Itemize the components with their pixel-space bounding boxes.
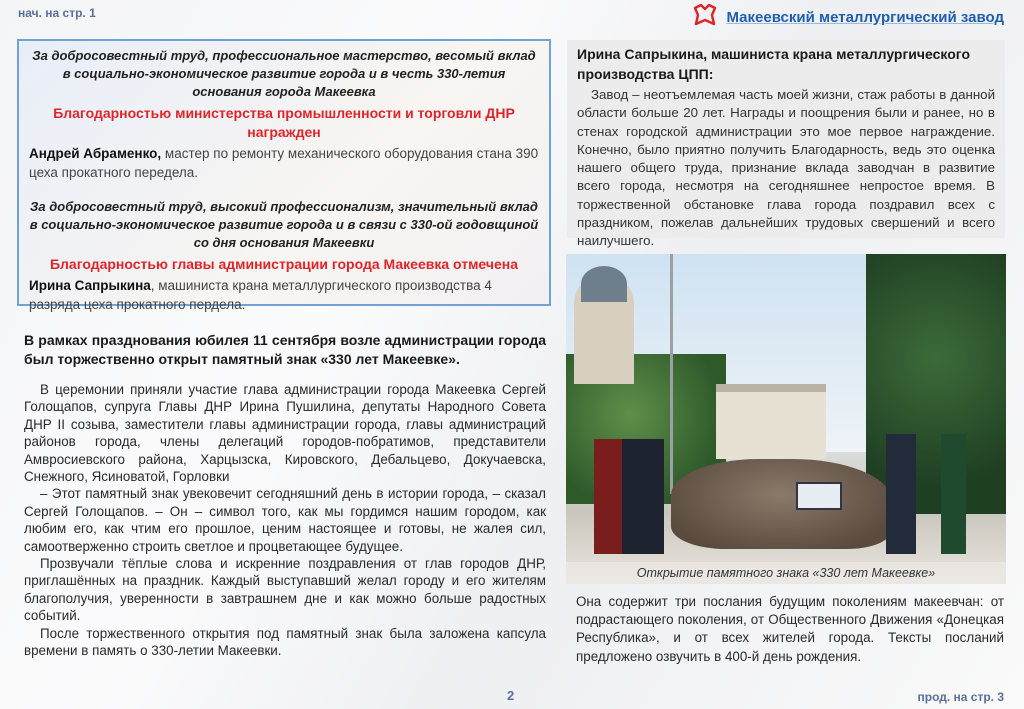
award-recipient: [29, 144, 539, 182]
article-paragraph: Прозвучали тёплые слова и искренние поздравления от глав городов ДНР, приглашённых на праздник. Каждый выступавший желал городу и его жителям благополучия, уверенности в завтрашнем дне и как можно больше радостных событий.: [24, 556, 546, 624]
recipient-name: Андрей Абраменко,: [29, 146, 162, 161]
article-lead: В рамках празднования юбилея 11 сентября возле администрации города был торжественно открыт памятный знак «330 лет Макеевке».: [24, 332, 546, 367]
quote-box: [567, 40, 1005, 249]
brand-header: [692, 4, 1004, 31]
recipient-position: мастер по ремонту механического оборудования стана 390 цеха прокатного передела.: [29, 146, 539, 180]
company-logo-icon: [692, 4, 718, 31]
recipient-name: Ирина Сапрыкина: [29, 278, 151, 293]
award-recipient: [29, 276, 539, 314]
award-reason: За добросовестный труд, профессиональное мастерство, весомый вклад в социально-экономическое развитие города и в честь 330-летия основания города Макеевка: [32, 48, 536, 99]
recipient-position: , машиниста крана металлургического производства 4 разряда цеха прокатного пердела.: [29, 278, 492, 312]
company-name: Макеевский металлургический завод: [726, 9, 1004, 26]
quote-text: Завод – неотъемлемая часть моей жизни, стаж работы в данной области больше 20 лет. Награды и поощрения были и ранее, но в стенах городской администрации это мое первое награждение. Конечно, было приятно получить Благодарность, ведь это оценка нашего общего труда, признание вклада заводчан в развитие всего города, несмотря на сегодняшнее непростое время. В торжественной обстановке глава города поздравил всех с праздником, пожелав дальнейших трудовых свершений и всего наилучшего.: [577, 87, 995, 249]
article-body: [24, 381, 546, 660]
memorial-stone: [671, 459, 891, 549]
article-paragraph: После торжественного открытия под памятный знак была заложена капсула времени в память о 330-летии Макеевки.: [24, 625, 546, 659]
continued-from-label: нач. на стр. 1: [18, 6, 96, 20]
page-number: 2: [507, 688, 515, 703]
quote-title: Ирина Сапрыкина, машиниста крана металлургического производства ЦПП:: [577, 46, 970, 82]
continued-on-link[interactable]: прод. на стр. 3: [917, 690, 1004, 704]
ceremony-photo: [566, 254, 1006, 584]
article-continuation: Она содержит три послания будущим поколениям макеевчан: от подрастающего поколения, от Общественного Движения «Донецкая Республика», и от всех жителей города. Тексты посланий предложено озвучить в 400-й день рождения.: [576, 594, 1004, 664]
article-paragraph: В церемонии приняли участие глава администрации города Макеевка Сергей Голощапов, супруга Главы ДНР Ирина Пушилина, депутаты Народного Совета ДНР II созыва, заместители главы администрации города, главы администраций районов города, члены делегаций городов-побратимов, представители Амвросиевского района, Харцызска, Кировского, Дебальцево, Докучаевска, Снежного, Ясиноватой, Горловки: [24, 382, 546, 485]
article-paragraph: – Этот памятный знак увековечит сегодняшний день в истории города, – сказал Сергей Голощапов. – Он – символ того, как мы гордимся нашим городом, как любим его, как чтим его прошлое, ценим настоящее и готовы, не жалея сил, самоотверженно строить светлое и процветающее будущее.: [24, 486, 546, 554]
awards-box: [17, 39, 551, 312]
award-title: Благодарностью министерства промышленности и торговли ДНР награжден: [53, 105, 515, 140]
award-title: Благодарностью главы администрации города Макеевка отмечена: [49, 256, 519, 272]
award-reason: За добросовестный труд, высокий профессионализм, значительный вклад в социально-экономическое развитие города и в связи с 330-ой годовщиной со дня основания Макеевки: [29, 199, 539, 250]
photo-caption: Открытие памятного знака «330 лет Макеевке»: [566, 562, 1006, 584]
